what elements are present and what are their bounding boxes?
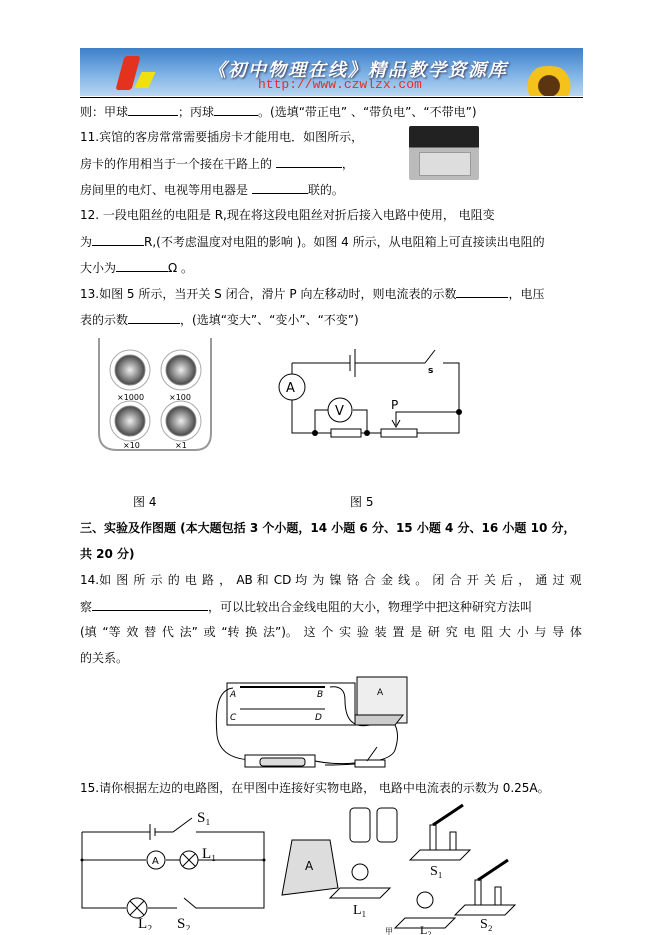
- q14-line4: 的关系。: [80, 651, 129, 665]
- dial-label: ×1: [175, 441, 187, 450]
- banner-url: http://www.czwlzx.com: [258, 77, 422, 92]
- figure-4-resistance-box: [95, 338, 220, 453]
- logo-icon-secondary: [134, 72, 155, 88]
- lamp-l1-label: L₁: [353, 903, 367, 918]
- q11-line3: 房间里的电灯、电视等用电器是 联的。: [80, 183, 344, 197]
- text-segment: 法”: [179, 625, 198, 639]
- text-segment: 铬: [346, 573, 359, 587]
- q11-line1: 11.宾馆的客房常常需要插房卡才能用电．如图所示，: [80, 130, 364, 144]
- text-segment: 代: [161, 625, 174, 639]
- q14-line3: [80, 624, 582, 640]
- text-segment: 为: [312, 573, 325, 587]
- lamp-l2-label: L₂: [138, 916, 153, 930]
- text-segment: 图: [116, 573, 129, 587]
- ammeter-label: A: [305, 859, 314, 873]
- text-segment: 后: [501, 573, 514, 587]
- text-segment: 换: [245, 625, 258, 639]
- q13-line1: 13.如图 5 所示，当开关 S 闭合，滑片 P 向左移动时，则电流表的示数 ，电压: [80, 287, 545, 301]
- text-segment: 通: [535, 573, 548, 587]
- figure-jia-caption: 甲: [385, 927, 393, 935]
- text-segment: 电: [463, 625, 476, 639]
- figure-5-caption: 图 5: [350, 495, 374, 509]
- text-segment: ，: [219, 573, 232, 587]
- q13-line2: 表的示数 ，(选填“变大”、“变小”、“不变”): [80, 313, 359, 327]
- q14-line1: [80, 572, 582, 588]
- text-segment: 或: [203, 625, 216, 639]
- figure-5-circuit: [275, 345, 470, 440]
- ammeter-label: A: [286, 381, 295, 396]
- text-segment: 开: [466, 573, 479, 587]
- text-segment: AB 和: [236, 573, 269, 587]
- text-segment: 法”)。: [263, 625, 298, 639]
- text-segment: 的: [167, 573, 180, 587]
- switch-label: s: [428, 366, 434, 376]
- text-segment: 验: [356, 625, 369, 639]
- section-3-heading: 三、实验及作图题 (本大题包括 3 个小题，14 小题 6 分、15 小题 4 分、16 小题 10 分，: [80, 521, 576, 535]
- text-segment: 装: [374, 625, 387, 639]
- text-segment: 阻: [481, 625, 494, 639]
- dial-label: ×100: [169, 393, 191, 402]
- room-card-image: [409, 126, 479, 180]
- q10-tail: 则：甲球 ；丙球 。(选填“带正电” 、“带负电”、“不带电”): [80, 105, 477, 119]
- text-segment: “转: [221, 625, 240, 639]
- terminal-label-b: B: [317, 690, 324, 700]
- lamp-l2-label: L₂: [420, 923, 432, 935]
- text-segment: 合: [363, 573, 376, 587]
- text-segment: 线: [398, 573, 411, 587]
- banner-title: 《初中物理在线》精品教学资源库: [208, 60, 508, 81]
- text-segment: 导: [552, 625, 565, 639]
- text-segment: 置: [392, 625, 405, 639]
- section-3-heading-cont: 共 20 分): [80, 547, 135, 561]
- text-segment: 这: [303, 625, 316, 639]
- text-segment: 与: [534, 625, 547, 639]
- header-banner: [80, 48, 583, 96]
- text-segment: 示: [150, 573, 163, 587]
- slider-label: P: [391, 398, 399, 412]
- switch-s1-label: S₁: [197, 810, 211, 826]
- text-segment: 路: [202, 573, 215, 587]
- text-segment: 替: [144, 625, 157, 639]
- terminal-label-d: D: [315, 713, 322, 723]
- text-segment: 闭: [432, 573, 445, 587]
- figure-4-caption: 图 4: [133, 495, 157, 509]
- voltmeter-label: V: [335, 404, 344, 419]
- text-segment: 体: [569, 625, 582, 639]
- text-segment: 过: [552, 573, 565, 587]
- switch-s1-label: S₁: [430, 864, 443, 879]
- text-segment: 14.如: [80, 573, 112, 587]
- text-segment: 金: [380, 573, 393, 587]
- dial-label: ×1000: [117, 393, 145, 402]
- text-segment: 。: [415, 573, 428, 587]
- text-segment: 关: [483, 573, 496, 587]
- text-segment: ，: [518, 573, 531, 587]
- text-segment: 究: [445, 625, 458, 639]
- switch-s2-label: S₂: [177, 916, 191, 930]
- text-segment: “等: [102, 625, 121, 639]
- text-segment: 镍: [329, 573, 342, 587]
- figure-15-components: [280, 800, 530, 935]
- q12-line2: 为 R,(不考虑温度对电阻的影响 )。如图 4 所示，从电阻箱上可直接读出电阻的: [80, 235, 545, 249]
- switch-s2-label: S₂: [480, 917, 493, 932]
- q12-line1: 12. 一段电阻丝的电阻是 R,现在将这段电阻丝对折后接入电路中使用， 电阻变: [80, 208, 495, 222]
- q11-line2: 房卡的作用相当于一个接在干路上的 ，: [80, 157, 354, 171]
- text-segment: 小: [516, 625, 529, 639]
- dial-label: ×10: [123, 441, 140, 450]
- lamp-l1-label: L₁: [202, 846, 217, 862]
- text-segment: 电: [184, 573, 197, 587]
- header-divider: [80, 97, 583, 98]
- ammeter-label: A: [152, 856, 159, 867]
- text-segment: 是: [410, 625, 423, 639]
- figure-14-apparatus: [205, 675, 420, 780]
- text-segment: 研: [427, 625, 440, 639]
- q14-line2: 察 ，可以比较出合金线电阻的大小，物理学中把这种研究方法叫: [80, 600, 533, 614]
- text-segment: 大: [498, 625, 511, 639]
- text-segment: 所: [133, 573, 146, 587]
- text-segment: 效: [126, 625, 139, 639]
- text-segment: 观: [569, 573, 582, 587]
- sunflower-image: [520, 66, 578, 96]
- text-segment: (填: [80, 625, 97, 639]
- text-segment: 合: [449, 573, 462, 587]
- text-segment: 个: [321, 625, 334, 639]
- terminal-label-a: A: [230, 690, 237, 700]
- text-segment: 实: [339, 625, 352, 639]
- ammeter-label: A: [377, 688, 384, 698]
- q12-line3: 大小为 Ω 。: [80, 261, 194, 275]
- figure-15-circuit-diagram: [80, 800, 270, 930]
- q15-line: 15.请你根据左边的电路图，在甲图中连接好实物电路， 电路中电流表的示数为 0.25A。: [80, 781, 550, 795]
- text-segment: CD 均: [273, 573, 308, 587]
- terminal-label-c: C: [230, 713, 237, 723]
